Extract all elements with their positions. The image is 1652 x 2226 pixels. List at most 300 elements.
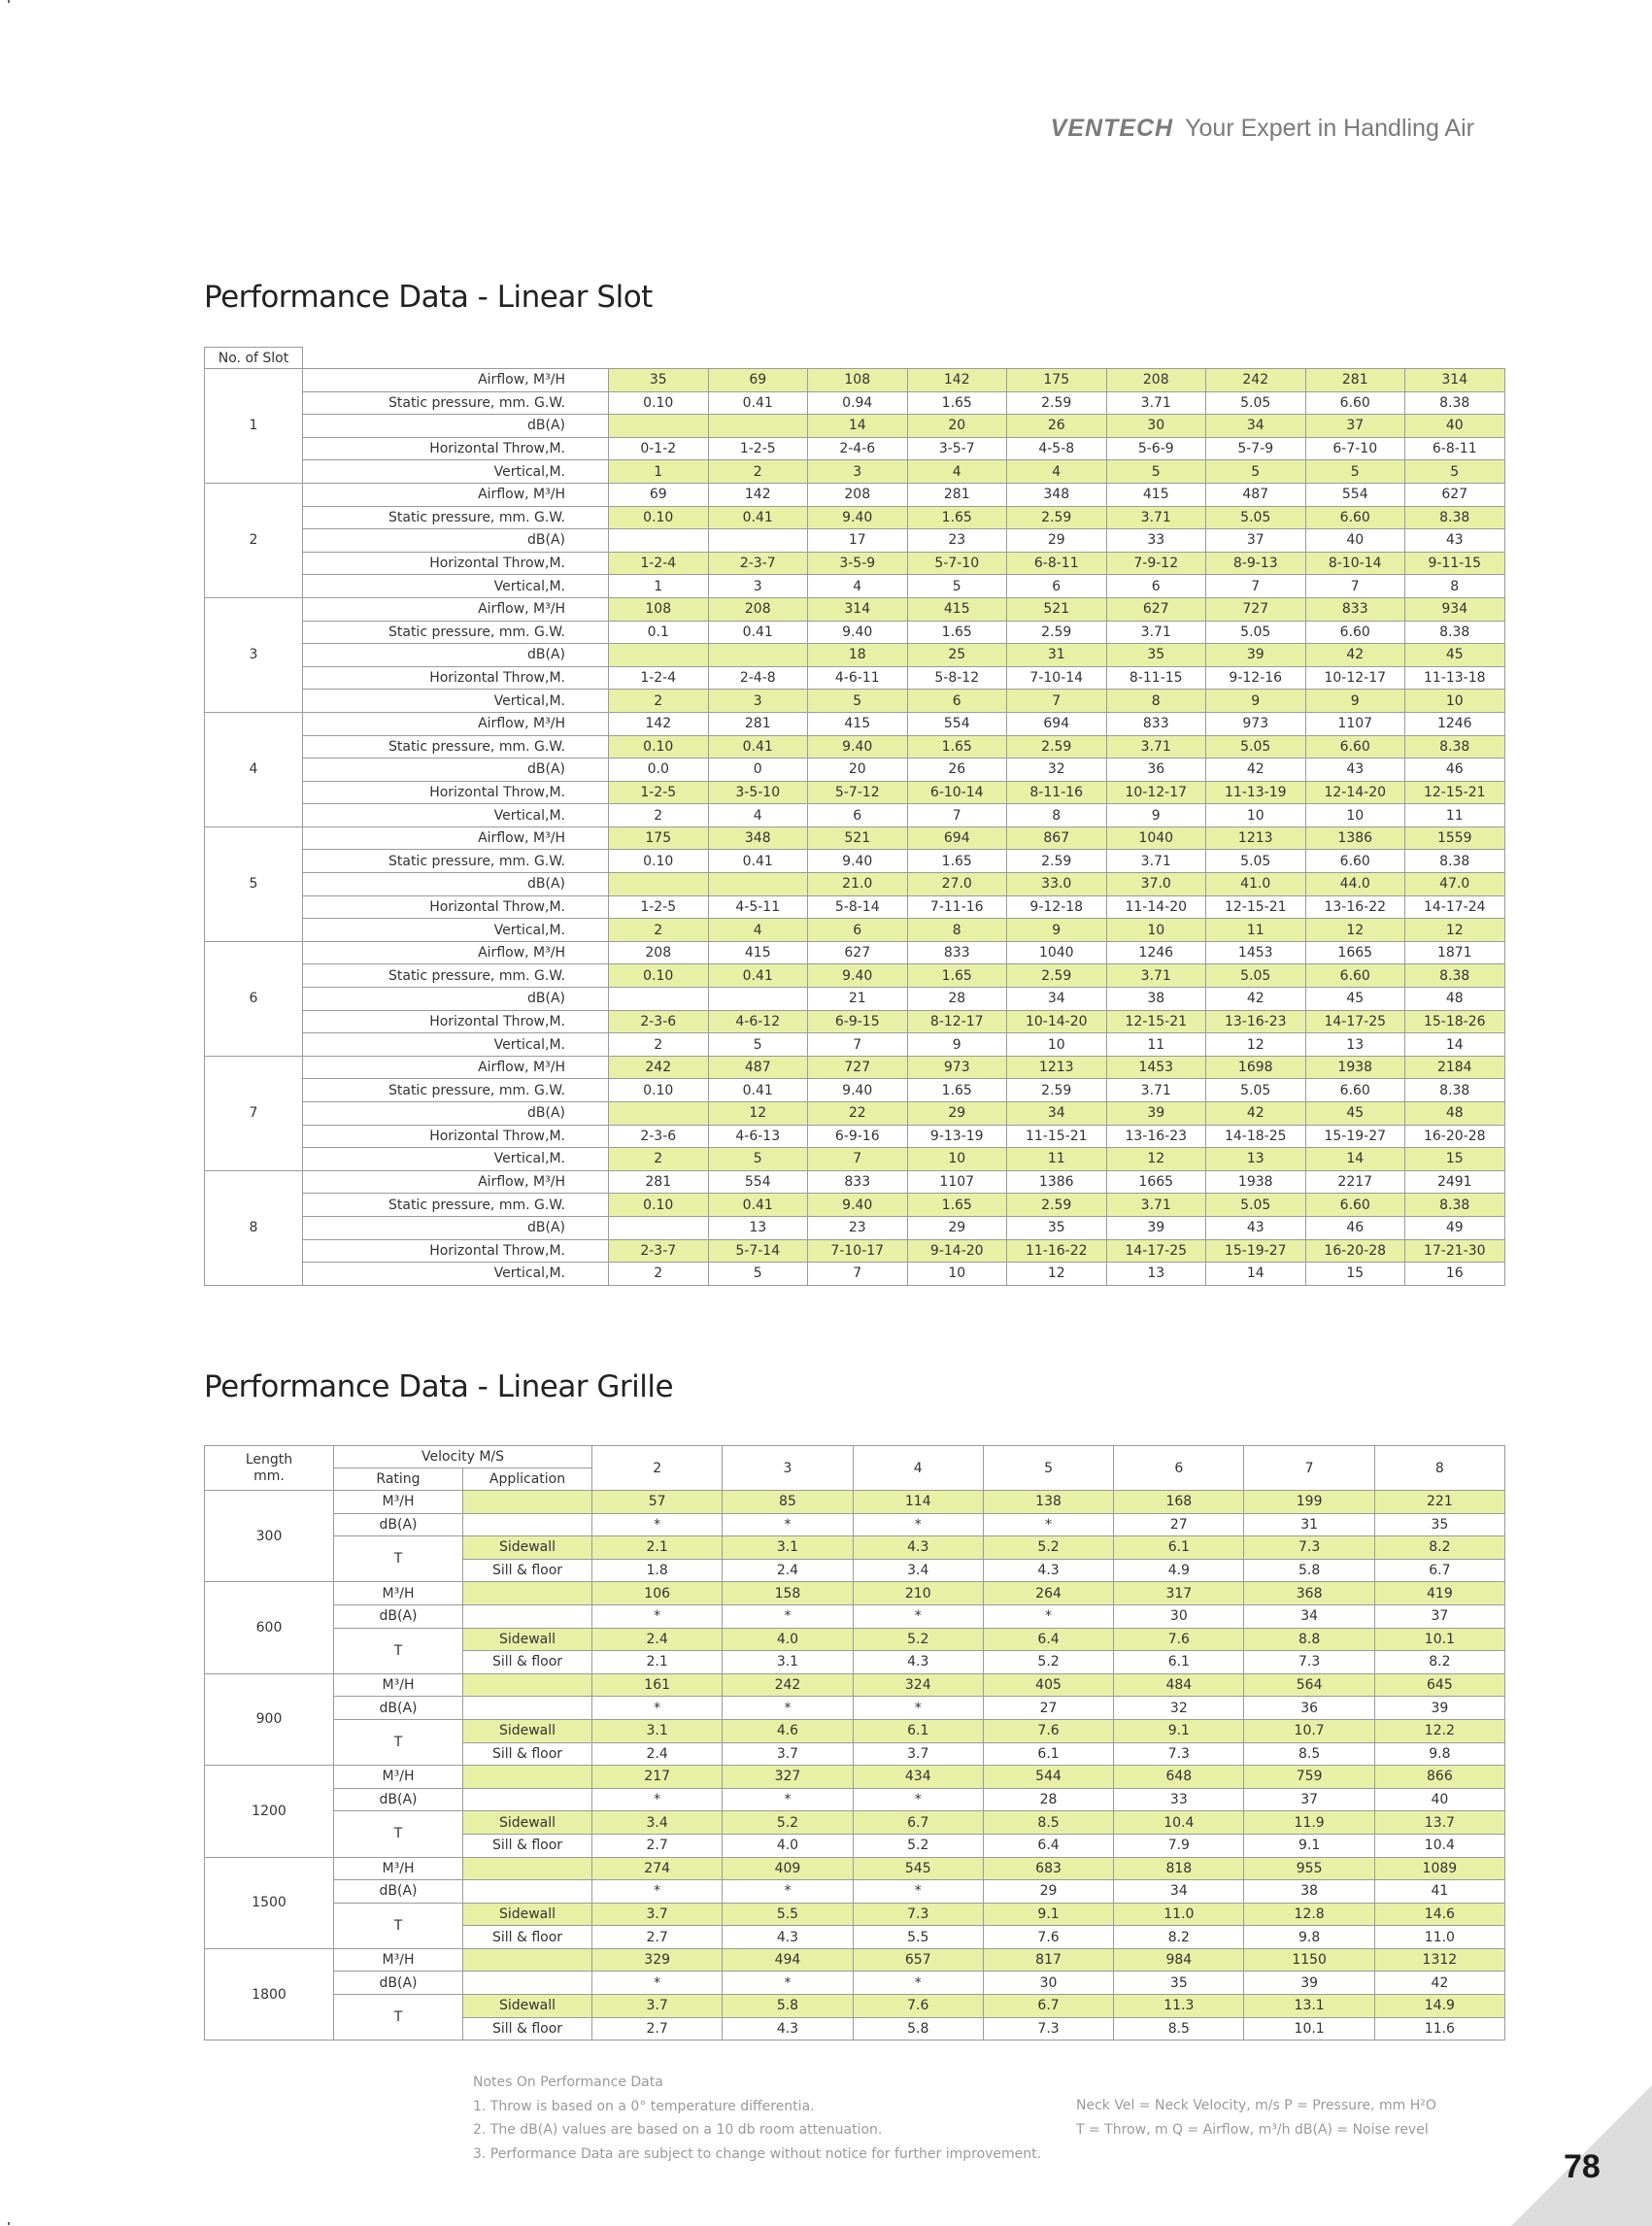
- data-cell: 1453: [1106, 1056, 1206, 1079]
- brand-name: VENTECH: [1050, 115, 1174, 142]
- row-label: Horizontal Throw,M.: [303, 552, 609, 575]
- data-cell: 3.7: [592, 1903, 723, 1926]
- data-cell: 7: [907, 804, 1007, 827]
- data-cell: 1.65: [907, 1194, 1007, 1217]
- data-cell: 3.1: [723, 1536, 853, 1560]
- data-cell: 6.1: [983, 1742, 1113, 1766]
- data-cell: 6: [808, 804, 908, 827]
- data-cell: 1246: [1106, 941, 1206, 964]
- row-label: dB(A): [303, 1216, 609, 1239]
- data-cell: 274: [592, 1857, 723, 1880]
- table-row: [205, 919, 1505, 942]
- data-cell: 627: [808, 941, 908, 964]
- data-cell: 0: [708, 759, 808, 782]
- data-cell: 13: [1305, 1033, 1405, 1057]
- data-cell: 5-7-14: [708, 1239, 808, 1263]
- data-cell: 9-12-18: [1007, 895, 1107, 919]
- row-label: Static pressure, mm. G.W.: [303, 850, 609, 873]
- data-cell: 7.6: [853, 1995, 983, 2018]
- data-cell: 2-3-6: [609, 1125, 709, 1148]
- length-value: 1200: [205, 1766, 334, 1857]
- row-label: Airflow, M³/H: [303, 712, 609, 735]
- row-label: Airflow, M³/H: [303, 1056, 609, 1079]
- data-cell: [708, 415, 808, 438]
- data-cell: 42: [1206, 988, 1306, 1011]
- linear-grille-table: [204, 1445, 1505, 2040]
- row-label: Horizontal Throw,M.: [303, 666, 609, 690]
- length-value: 1500: [205, 1857, 334, 1948]
- data-cell: 14: [1206, 1263, 1306, 1286]
- row-label: Horizontal Throw,M.: [303, 895, 609, 919]
- data-cell: 11: [1405, 804, 1505, 827]
- data-cell: 35: [1114, 1972, 1244, 1995]
- data-cell: 11.0: [1374, 1926, 1504, 1949]
- legend-line: T = Throw, m Q = Airflow, m³/h dB(A) = Noise revel: [1076, 2121, 1429, 2138]
- data-cell: 14-17-25: [1106, 1239, 1206, 1263]
- table-row: [205, 1857, 1505, 1880]
- data-cell: 34: [1007, 1102, 1107, 1126]
- application-label: Sill & floor: [463, 2017, 592, 2040]
- data-cell: 7.3: [1114, 1742, 1244, 1766]
- data-cell: 10-14-20: [1007, 1010, 1107, 1033]
- data-cell: 494: [723, 1948, 853, 1972]
- data-cell: 973: [907, 1056, 1007, 1079]
- data-cell: 4.0: [723, 1628, 853, 1651]
- application-cell: [463, 1766, 592, 1789]
- data-cell: 0.10: [609, 964, 709, 988]
- data-cell: 14.9: [1374, 1995, 1504, 2018]
- application-label: Sill & floor: [463, 1742, 592, 1766]
- crop-mark: [8, 2222, 10, 2225]
- data-cell: 13: [1206, 1148, 1306, 1171]
- data-cell: 4.3: [723, 1926, 853, 1949]
- data-cell: 12: [1106, 1148, 1206, 1171]
- data-cell: 368: [1244, 1582, 1374, 1605]
- rating-label: M³/H: [334, 1766, 463, 1789]
- data-cell: 31: [1244, 1513, 1374, 1536]
- data-cell: 30: [1114, 1604, 1244, 1628]
- data-cell: 43: [1305, 759, 1405, 782]
- data-cell: 25: [907, 644, 1007, 667]
- data-cell: 6: [1106, 575, 1206, 598]
- data-cell: 11-16-22: [1007, 1239, 1107, 1263]
- data-cell: 29: [907, 1102, 1007, 1126]
- data-cell: 29: [983, 1880, 1113, 1904]
- data-cell: 8.38: [1405, 391, 1505, 415]
- data-cell: 16-20-28: [1405, 1125, 1505, 1148]
- table-row: [205, 895, 1505, 919]
- data-cell: 13.7: [1374, 1811, 1504, 1835]
- linear-slot-table: [204, 347, 1505, 1286]
- data-cell: 114: [853, 1491, 983, 1514]
- data-cell: [609, 644, 709, 667]
- data-cell: 33: [1106, 529, 1206, 553]
- row-label: dB(A): [303, 529, 609, 553]
- data-cell: 9-14-20: [907, 1239, 1007, 1263]
- data-cell: 6.4: [983, 1628, 1113, 1651]
- data-cell: 39: [1374, 1697, 1504, 1720]
- note-item: 2. The dB(A) values are based on a 10 db room attenuation.: [473, 2122, 883, 2138]
- data-cell: *: [592, 1788, 723, 1811]
- data-cell: 142: [907, 369, 1007, 392]
- application-label: Sidewall: [463, 1536, 592, 1560]
- data-cell: 6.60: [1305, 850, 1405, 873]
- data-cell: 1040: [1106, 826, 1206, 850]
- data-cell: 3.1: [592, 1719, 723, 1742]
- data-cell: 5: [708, 1263, 808, 1286]
- linear-slot-title: Performance Data - Linear Slot: [204, 280, 653, 315]
- table-row: [205, 988, 1505, 1011]
- data-cell: 7-11-16: [907, 895, 1007, 919]
- row-label: Horizontal Throw,M.: [303, 781, 609, 804]
- data-cell: 8.2: [1374, 1651, 1504, 1674]
- rating-label: dB(A): [334, 1604, 463, 1628]
- data-cell: 867: [1007, 826, 1107, 850]
- data-cell: 13-16-23: [1206, 1010, 1306, 1033]
- data-cell: 2-3-7: [609, 1239, 709, 1263]
- row-label: Horizontal Throw,M.: [303, 1125, 609, 1148]
- data-cell: 5.5: [853, 1926, 983, 1949]
- data-cell: 9.40: [808, 964, 908, 988]
- data-cell: 6-10-14: [907, 781, 1007, 804]
- table-row: [205, 1216, 1505, 1239]
- data-cell: 1-2-5: [609, 895, 709, 919]
- data-cell: 208: [708, 597, 808, 621]
- data-cell: 6.60: [1305, 1079, 1405, 1102]
- data-cell: 5-7-12: [808, 781, 908, 804]
- data-cell: 3.7: [723, 1742, 853, 1766]
- data-cell: 17: [808, 529, 908, 553]
- data-cell: 108: [609, 597, 709, 621]
- data-cell: 5-6-9: [1106, 437, 1206, 460]
- data-cell: 9.40: [808, 850, 908, 873]
- application-label: Sill & floor: [463, 1559, 592, 1582]
- data-cell: 2.59: [1007, 1079, 1107, 1102]
- data-cell: *: [592, 1880, 723, 1904]
- data-cell: 14.6: [1374, 1903, 1504, 1926]
- data-cell: 3: [708, 575, 808, 598]
- data-cell: 1-2-5: [609, 781, 709, 804]
- application-cell: [463, 1491, 592, 1514]
- data-cell: 4.3: [983, 1559, 1113, 1582]
- rating-label: M³/H: [334, 1491, 463, 1514]
- data-cell: 208: [808, 483, 908, 506]
- data-cell: 1-2-4: [609, 666, 709, 690]
- data-cell: 4-6-12: [708, 1010, 808, 1033]
- data-cell: 158: [723, 1582, 853, 1605]
- rating-label: dB(A): [334, 1697, 463, 1720]
- table-row: [205, 644, 1505, 667]
- data-cell: 5.2: [983, 1536, 1113, 1560]
- data-cell: 9: [1305, 690, 1405, 713]
- data-cell: 161: [592, 1673, 723, 1697]
- row-label: Horizontal Throw,M.: [303, 1010, 609, 1033]
- data-cell: *: [723, 1972, 853, 1995]
- data-cell: *: [853, 1697, 983, 1720]
- data-cell: 3-5-9: [808, 552, 908, 575]
- data-cell: 42: [1374, 1972, 1504, 1995]
- data-cell: 14: [1305, 1148, 1405, 1171]
- data-cell: 4.3: [853, 1536, 983, 1560]
- data-cell: 2: [609, 1263, 709, 1286]
- application-label: Sidewall: [463, 1811, 592, 1835]
- data-cell: 22: [808, 1102, 908, 1126]
- data-cell: 2.59: [1007, 391, 1107, 415]
- data-cell: 27: [983, 1697, 1113, 1720]
- data-cell: 13.1: [1244, 1995, 1374, 2018]
- data-cell: 34: [1206, 415, 1306, 438]
- data-cell: 30: [1106, 415, 1206, 438]
- table-row: [205, 1628, 1505, 1651]
- data-cell: 5.05: [1206, 506, 1306, 529]
- data-cell: 0.94: [808, 391, 908, 415]
- data-cell: 1559: [1405, 826, 1505, 850]
- data-cell: 6-9-16: [808, 1125, 908, 1148]
- data-cell: 39: [1106, 1102, 1206, 1126]
- data-cell: 31: [1007, 644, 1107, 667]
- data-cell: 5-7-10: [907, 552, 1007, 575]
- data-cell: 42: [1206, 1102, 1306, 1126]
- table-row: [205, 391, 1505, 415]
- data-cell: 0.41: [708, 964, 808, 988]
- data-cell: 12-15-21: [1206, 895, 1306, 919]
- table-row: [205, 1536, 1505, 1560]
- data-cell: 32: [1007, 759, 1107, 782]
- data-cell: 1150: [1244, 1948, 1374, 1972]
- data-cell: 12: [1007, 1263, 1107, 1286]
- data-cell: 9-13-19: [907, 1125, 1007, 1148]
- data-cell: *: [592, 1604, 723, 1628]
- data-cell: 5.05: [1206, 964, 1306, 988]
- data-cell: 8.2: [1374, 1536, 1504, 1560]
- data-cell: 18: [808, 644, 908, 667]
- data-cell: 168: [1114, 1491, 1244, 1514]
- data-cell: 818: [1114, 1857, 1244, 1880]
- table-row: [205, 1948, 1505, 1972]
- data-cell: *: [853, 1513, 983, 1536]
- data-cell: 42: [1305, 644, 1405, 667]
- data-cell: 554: [907, 712, 1007, 735]
- data-cell: 2491: [1405, 1170, 1505, 1194]
- data-cell: 35: [1106, 644, 1206, 667]
- data-cell: 1.65: [907, 735, 1007, 759]
- data-cell: 10: [907, 1263, 1007, 1286]
- data-cell: 1453: [1206, 941, 1306, 964]
- data-cell: 1665: [1305, 941, 1405, 964]
- row-label: dB(A): [303, 1102, 609, 1126]
- data-cell: 10: [1106, 919, 1206, 942]
- slot-number: 7: [205, 1056, 303, 1170]
- data-cell: 2: [708, 460, 808, 484]
- data-cell: 657: [853, 1948, 983, 1972]
- data-cell: 7.3: [1244, 1536, 1374, 1560]
- data-cell: 8.38: [1405, 1079, 1505, 1102]
- data-cell: 5-8-12: [907, 666, 1007, 690]
- row-label: Static pressure, mm. G.W.: [303, 391, 609, 415]
- row-label: Vertical,M.: [303, 919, 609, 942]
- data-cell: 2.59: [1007, 850, 1107, 873]
- data-cell: 1213: [1007, 1056, 1107, 1079]
- data-cell: 15-19-27: [1305, 1125, 1405, 1148]
- table-row: [205, 575, 1505, 598]
- data-cell: 6-9-15: [808, 1010, 908, 1033]
- data-cell: 11.0: [1114, 1903, 1244, 1926]
- data-cell: 3-5-10: [708, 781, 808, 804]
- data-cell: 8-9-13: [1206, 552, 1306, 575]
- data-cell: 5-8-14: [808, 895, 908, 919]
- data-cell: [708, 873, 808, 896]
- data-cell: 37: [1244, 1788, 1374, 1811]
- data-cell: 281: [1305, 369, 1405, 392]
- data-cell: 7.6: [983, 1719, 1113, 1742]
- data-cell: 45: [1305, 988, 1405, 1011]
- abbreviation-legend: [1076, 2094, 1436, 2142]
- data-cell: 484: [1114, 1673, 1244, 1697]
- data-cell: 683: [983, 1857, 1113, 1880]
- slot-number: 3: [205, 597, 303, 712]
- data-cell: 6: [907, 690, 1007, 713]
- data-cell: 759: [1244, 1766, 1374, 1789]
- crop-mark: [8, 0, 10, 3]
- velocity-header: Velocity M/S: [334, 1446, 592, 1468]
- table-row: [205, 826, 1505, 850]
- table-row: [205, 1125, 1505, 1148]
- application-label: Sill & floor: [463, 1926, 592, 1949]
- data-cell: 5: [907, 575, 1007, 598]
- length-value: 600: [205, 1582, 334, 1673]
- table-row: [205, 1239, 1505, 1263]
- row-label: Horizontal Throw,M.: [303, 1239, 609, 1263]
- data-cell: 9: [907, 1033, 1007, 1057]
- data-cell: 2.1: [592, 1536, 723, 1560]
- data-cell: 2.59: [1007, 735, 1107, 759]
- data-cell: 14-18-25: [1206, 1125, 1306, 1148]
- data-cell: *: [853, 1604, 983, 1628]
- note-item: 3. Performance Data are subject to change without notice for further improvement.: [473, 2145, 1042, 2162]
- table-row: [205, 1491, 1505, 1514]
- table-row: [205, 1170, 1505, 1194]
- linear-grille-title: Performance Data - Linear Grille: [204, 1369, 674, 1404]
- slot-number: 2: [205, 483, 303, 597]
- data-cell: 1698: [1206, 1056, 1306, 1079]
- table-row: [205, 1972, 1505, 1995]
- data-cell: 2.59: [1007, 506, 1107, 529]
- data-cell: 5.05: [1206, 735, 1306, 759]
- data-cell: 3: [708, 690, 808, 713]
- data-cell: 1.65: [907, 506, 1007, 529]
- data-cell: 1938: [1305, 1056, 1405, 1079]
- table-row: [205, 690, 1505, 713]
- data-cell: 175: [1007, 369, 1107, 392]
- data-cell: 6.1: [1114, 1651, 1244, 1674]
- data-cell: 23: [907, 529, 1007, 553]
- application-cell: [463, 1880, 592, 1904]
- row-label: Vertical,M.: [303, 804, 609, 827]
- data-cell: 8: [907, 919, 1007, 942]
- data-cell: 12-15-21: [1405, 781, 1505, 804]
- data-cell: 5.05: [1206, 850, 1306, 873]
- data-cell: *: [723, 1697, 853, 1720]
- data-cell: 8-11-15: [1106, 666, 1206, 690]
- data-cell: 5.05: [1206, 621, 1306, 644]
- data-cell: 5: [708, 1033, 808, 1057]
- data-cell: 1-2-4: [609, 552, 709, 575]
- velocity-value-header: 7: [1244, 1446, 1374, 1491]
- data-cell: 8.38: [1405, 621, 1505, 644]
- data-cell: 9.8: [1244, 1926, 1374, 1949]
- data-cell: 6.7: [853, 1811, 983, 1835]
- data-cell: *: [723, 1604, 853, 1628]
- data-cell: 15: [1305, 1263, 1405, 1286]
- data-cell: 142: [609, 712, 709, 735]
- data-cell: 833: [907, 941, 1007, 964]
- data-cell: 33.0: [1007, 873, 1107, 896]
- rating-label: dB(A): [334, 1513, 463, 1536]
- data-cell: 242: [609, 1056, 709, 1079]
- rating-label: dB(A): [334, 1788, 463, 1811]
- row-label: Vertical,M.: [303, 690, 609, 713]
- data-cell: 37.0: [1106, 873, 1206, 896]
- data-cell: 7.9: [1114, 1834, 1244, 1857]
- table-row: [205, 666, 1505, 690]
- data-cell: 9-11-15: [1405, 552, 1505, 575]
- velocity-value-header: 2: [592, 1446, 723, 1491]
- data-cell: 3.71: [1106, 850, 1206, 873]
- table-row: [205, 1033, 1505, 1057]
- data-cell: 5: [1106, 460, 1206, 484]
- data-cell: 12: [1206, 1033, 1306, 1057]
- data-cell: 2.7: [592, 1834, 723, 1857]
- data-cell: 208: [1106, 369, 1206, 392]
- data-cell: 2.1: [592, 1651, 723, 1674]
- data-cell: 6.7: [983, 1995, 1113, 2018]
- application-header: Application: [463, 1468, 592, 1491]
- data-cell: [609, 988, 709, 1011]
- data-cell: 20: [808, 759, 908, 782]
- table-row: [205, 621, 1505, 644]
- row-label: Vertical,M.: [303, 1263, 609, 1286]
- data-cell: 8.38: [1405, 964, 1505, 988]
- data-cell: 28: [907, 988, 1007, 1011]
- data-cell: 9.40: [808, 735, 908, 759]
- data-cell: 4: [907, 460, 1007, 484]
- data-cell: 1.65: [907, 1079, 1007, 1102]
- data-cell: 2: [609, 1033, 709, 1057]
- table-row: [205, 529, 1505, 553]
- data-cell: 9.40: [808, 1194, 908, 1217]
- data-cell: 10.1: [1374, 1628, 1504, 1651]
- data-cell: 44.0: [1305, 873, 1405, 896]
- data-cell: 2-3-6: [609, 1010, 709, 1033]
- data-cell: 2.4: [723, 1559, 853, 1582]
- data-cell: 6.60: [1305, 964, 1405, 988]
- table-row: [205, 1811, 1505, 1835]
- data-cell: 1: [609, 575, 709, 598]
- data-cell: 7: [808, 1148, 908, 1171]
- table-row: [205, 552, 1505, 575]
- data-cell: 0.41: [708, 735, 808, 759]
- data-cell: 5: [708, 1148, 808, 1171]
- data-cell: 5.05: [1206, 1079, 1306, 1102]
- data-cell: 5.8: [853, 2017, 983, 2040]
- data-cell: 2-3-7: [708, 552, 808, 575]
- data-cell: 8.5: [983, 1811, 1113, 1835]
- data-cell: *: [723, 1788, 853, 1811]
- data-cell: 0.41: [708, 1194, 808, 1217]
- data-cell: 4: [708, 804, 808, 827]
- table-row: [205, 1995, 1505, 2018]
- data-cell: 12-15-21: [1106, 1010, 1206, 1033]
